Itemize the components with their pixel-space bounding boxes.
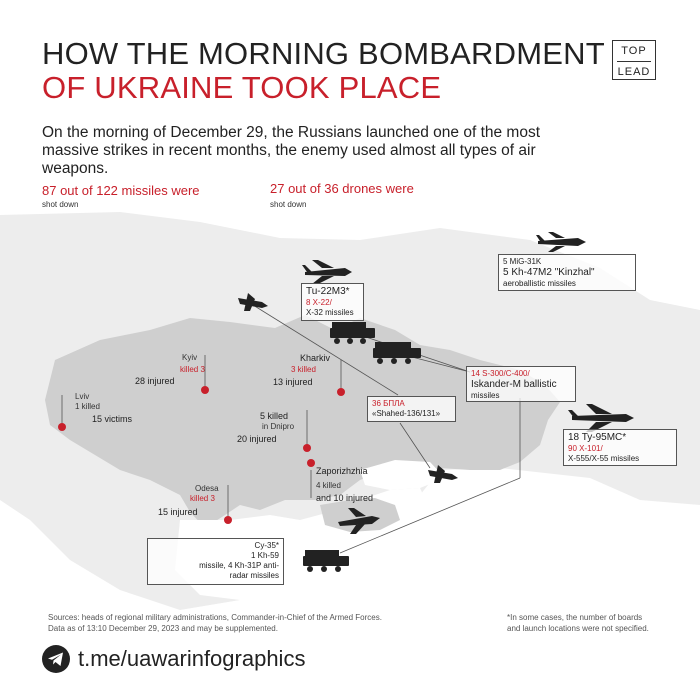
city-kyiv: Kyiv [182, 353, 198, 362]
page-title: HOW THE MORNING BOMBARDMENT [42, 36, 605, 71]
drones-count: 36 БПЛА [372, 399, 405, 408]
marker-kharkiv [337, 388, 345, 396]
intro-text: On the morning of December 29, the Russians launched one of the most massive strikes in recent months, the enemy used almost all types of air weapons. [42, 124, 541, 177]
s300-count: 14 S-300/C-400/ [471, 369, 530, 378]
zaporizhzhia-injured: and 10 injured [316, 493, 374, 503]
tu22-count: 8 X-22/ [306, 298, 332, 307]
logo-bottom: LEAD [617, 66, 651, 78]
weapon-box-su35 [147, 538, 284, 585]
tu95-count: 90 X-101/ [568, 444, 603, 453]
su35-model: Cy-35* [254, 541, 279, 550]
lviv-killed: 1 killed [75, 402, 100, 411]
marker-kyiv [201, 386, 209, 394]
mig-model: 5 MiG-31K [503, 257, 542, 266]
marker-lviv [58, 423, 66, 431]
mig-desc: aeroballistic missiles [503, 279, 576, 288]
lviv-injured: 15 victims [92, 414, 133, 424]
kharkiv-injured: 13 injured [273, 377, 313, 387]
su35-line2: missile, 4 Kh-31P anti- [199, 561, 279, 570]
logo-top: TOP [621, 45, 647, 57]
city-zaporizhzhia: Zaporizhzhia [316, 466, 368, 476]
missiles-stat-sub: shot down [42, 200, 79, 209]
s300-desc: missiles [471, 391, 500, 400]
tu95-model: 18 Ty-95MC* [568, 432, 627, 443]
city-kharkiv: Kharkiv [300, 353, 331, 363]
kyiv-injured: 28 injured [135, 376, 175, 386]
drones-desc: «Shahed-136/131» [372, 409, 441, 418]
marker-dnipro [303, 444, 311, 452]
marker-odesa [224, 516, 232, 524]
su35-line1: 1 Kh-59 [250, 551, 279, 560]
s300-name: Iskander-M ballistic [471, 379, 557, 390]
footnote [507, 612, 649, 634]
marker-zaporizhzhia [307, 459, 315, 467]
tu22-model: Tu-22M3* [306, 286, 350, 297]
dnipro-killed: 5 killed [260, 411, 289, 421]
missiles-stat: 87 out of 122 missiles were [42, 183, 200, 198]
weapon-box-s300 [466, 366, 576, 402]
toplead-logo [612, 40, 656, 80]
kyiv-killed: killed 3 [180, 365, 205, 374]
kharkiv-killed: 3 killed [291, 365, 316, 374]
tu95-desc: X-555/X-55 missiles [568, 454, 640, 463]
weapon-box-drones [367, 396, 456, 422]
weapon-box-tu22 [301, 283, 364, 321]
odesa-injured: 15 injured [158, 507, 198, 517]
zaporizhzhia-killed: 4 killed [316, 481, 341, 490]
city-lviv: Lviv [75, 392, 90, 401]
drones-stat: 27 out of 36 drones were [270, 181, 414, 196]
weapon-box-tu95 [563, 429, 677, 466]
sources [48, 612, 382, 634]
drones-stat-sub: shot down [270, 200, 307, 209]
su35-line3: radar missiles [229, 571, 279, 580]
sources-line1: Sources: heads of regional military administrations, Commander-in-Chief of the Armed Forces. [48, 613, 382, 622]
dnipro-location: in Dnipro [262, 422, 295, 431]
telegram-icon[interactable] [42, 645, 70, 673]
weapon-box-mig [498, 254, 636, 291]
mig-missile: 5 Kh-47M2 "Kinzhal" [503, 267, 595, 278]
footnote-line2: and launch locations were not specified. [507, 624, 649, 633]
tu22-desc: X-32 missiles [306, 308, 354, 317]
telegram-link[interactable]: t.me/uawarinfographics [78, 646, 306, 671]
odesa-killed: killed 3 [190, 494, 215, 503]
footnote-line1: *In some cases, the number of boards [507, 613, 643, 622]
sources-line2: Data as of 13:10 December 29, 2023 and may be supplemented. [48, 624, 278, 633]
dnipro-injured: 20 injured [237, 434, 277, 444]
city-odesa: Odesa [195, 484, 219, 493]
page-subtitle: OF UKRAINE TOOK PLACE [42, 70, 442, 105]
